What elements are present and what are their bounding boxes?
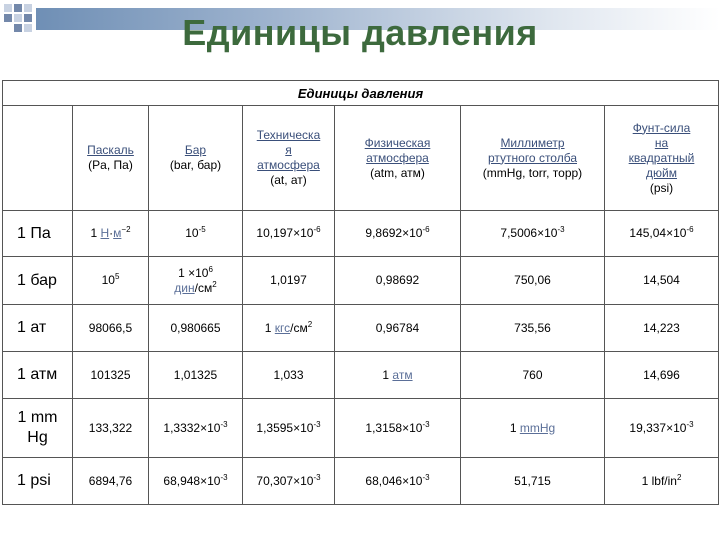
table-cell: 1,01325 [149,352,243,399]
column-header [605,106,719,211]
column-header-abbr: (psi) [649,180,674,195]
table-cell: 1 mmHg [461,399,605,458]
column-header-name[interactable]: Физическая [364,135,431,150]
table-cell: 0,98692 [335,257,461,305]
row-label: 1 бар [3,257,73,305]
table-row [3,399,719,458]
table-cell: 98066,5 [73,305,149,352]
table-cell: 14,223 [605,305,719,352]
pressure-units-table [2,80,719,505]
row-label: 1 mm Hg [3,399,73,458]
table-row [3,211,719,257]
table-cell: 0,96784 [335,305,461,352]
table-cell: 51,715 [461,458,605,505]
column-header-abbr: (at, ат) [270,173,307,187]
table-cell: 14,504 [605,257,719,305]
table-cell: 1 кгс/$см^2$ [243,305,335,352]
column-header-name[interactable]: квадратный [628,150,695,165]
table-cell: $68,948\times 10^{-3}$ [149,458,243,505]
table-row [3,458,719,505]
table-cell: 101325 [73,352,149,399]
column-header-name[interactable]: атмосфера [257,158,320,172]
table-cell: $1,3332\times 10^{-3}$ [149,399,243,458]
unit-link[interactable]: кгс [274,320,291,335]
table-cell: $68,046\times 10^{-3}$ [335,458,461,505]
column-header-abbr: (atm, атм) [370,165,425,180]
column-header-name[interactable]: на [654,135,669,150]
table-cell: 14,696 [605,352,719,399]
table-row [3,257,719,305]
column-header-name[interactable]: атмосфера [366,150,429,165]
table-cell: 1 $Н\cdot м^{-2}$ [73,211,149,257]
unit-link[interactable]: дин [174,280,195,295]
table-cell: 1,0197 [243,257,335,305]
row-label: 1 psi [3,458,73,505]
table-cell: $19,337\times 10^{-3}$ [605,399,719,458]
column-header-name[interactable]: Паскаль [87,143,134,157]
table-cell: 1,033 [243,352,335,399]
table-cell: 1 lbf/$in^2$ [605,458,719,505]
table-cell: $10^{-5}$ [149,211,243,257]
table-cell: $7,5006\times 10^{-3}$ [461,211,605,257]
column-header-name[interactable]: Техническа [256,128,321,142]
unit-link[interactable]: mmHg [519,420,556,435]
unit-link[interactable]: м [113,226,122,240]
table-caption: Единицы давления [3,81,719,106]
table-cell: $1,3595\times 10^{-3}$ [243,399,335,458]
table-cell: 6894,76 [73,458,149,505]
row-label: 1 Па [3,211,73,257]
table-row [3,305,719,352]
column-header-abbr: (Pa, Па) [88,158,133,172]
slide-title: Единицы давления [182,12,538,53]
table-cell: 0,980665 [149,305,243,352]
table-cell: 735,56 [461,305,605,352]
column-header [149,106,243,211]
column-header-name[interactable]: Фунт-сила [632,120,691,135]
corner-cell [3,106,73,211]
column-header [335,106,461,211]
column-header [461,106,605,211]
column-header-name[interactable]: ртутного столба [487,150,577,165]
column-header-name[interactable]: Миллиметр [500,135,565,150]
row-label: 1 атм [3,352,73,399]
table-cell: $10,197\times 10^{-6}$ [243,211,335,257]
unit-link[interactable]: Н [100,226,110,240]
table-row [3,352,719,399]
table-cell: $9,8692\times 10^{-6}$ [335,211,461,257]
column-header-name[interactable]: я [285,143,292,157]
table-cell: $10^5$ [73,257,149,305]
column-header [73,106,149,211]
table-cell: 133,322 [73,399,149,458]
column-header-name[interactable]: Бар [184,143,207,157]
column-header-abbr: (bar, бар) [169,158,222,172]
table-cell: $145,04\times 10^{-6}$ [605,211,719,257]
row-label: 1 ат [3,305,73,352]
table-cell: 760 [461,352,605,399]
table-cell: 750,06 [461,257,605,305]
table-cell: 1 атм [335,352,461,399]
column-header-abbr: (mmHg, torr, торр) [482,165,583,180]
table-cell: $1,3158\times 10^{-3}$ [335,399,461,458]
column-header [243,106,335,211]
table-cell: $70,307\times 10^{-3}$ [243,458,335,505]
column-header-name[interactable]: дюйм [646,165,677,180]
table-cell: $1 \times 10^6$ дин/$см^2$ [149,257,243,305]
unit-link[interactable]: атм [392,367,413,382]
